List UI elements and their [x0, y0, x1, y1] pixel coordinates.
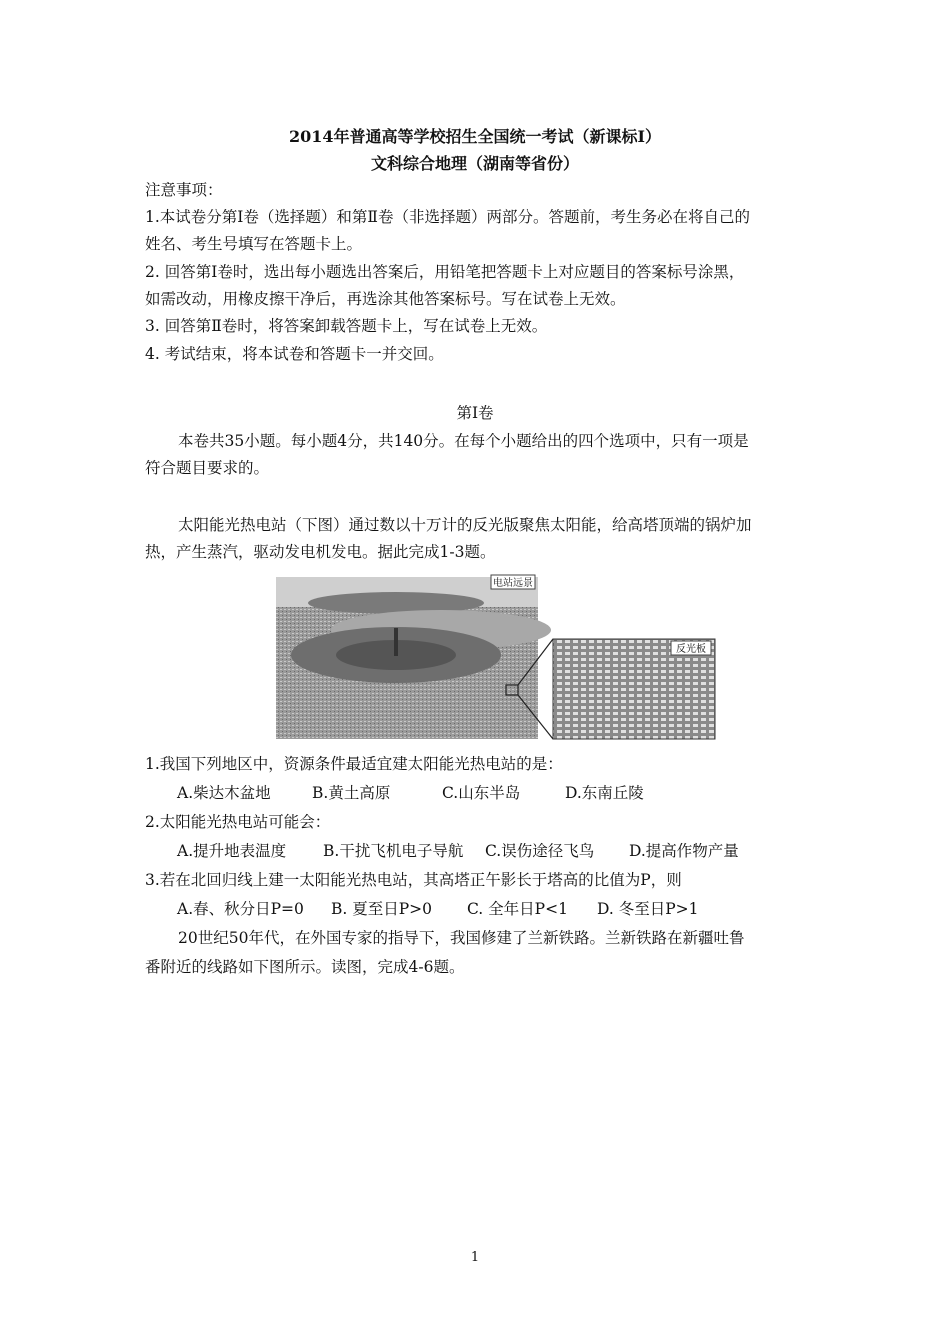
q3-option-b[interactable]: B. 夏至日P>0 — [331, 900, 433, 918]
q2-option-d[interactable]: D.提高作物产量 — [629, 842, 739, 860]
notice-item-3: 3. 回答第Ⅱ卷时，将答案卸载答题卡上，写在试卷上无效。 — [145, 317, 548, 335]
question-1-stem: 1.我国下列地区中，资源条件最适宜建太阳能光热电站的是： — [145, 755, 563, 773]
passage-1-cont: 热，产生蒸汽，驱动发电机发电。据此完成1-3题。 — [145, 543, 496, 561]
exam-title: 2014年普通高等学校招生全国统一考试（新课标Ⅰ） — [288, 127, 662, 146]
q1-option-a[interactable]: A.柴达木盆地 — [177, 784, 271, 802]
notice-item-2: 2. 回答第Ⅰ卷时，选出每小题选出答案后，用铅笔把答题卡上对应题目的答案标号涂黑， — [145, 263, 745, 281]
q1-option-b[interactable]: B.黄土高原 — [312, 784, 391, 802]
question-3-stem: 3.若在北回归线上建一太阳能光热电站，其高塔正午影长于塔高的比值为P，则 — [145, 871, 682, 889]
question-2-stem: 2.太阳能光热电站可能会： — [145, 813, 331, 831]
label-far-view: 电站远景 — [493, 578, 533, 589]
exam-subtitle: 文科综合地理（湖南等省份） — [370, 154, 579, 173]
passage-1: 太阳能光热电站（下图）通过数以十万计的反光版聚焦太阳能，给高塔顶端的锅炉加 — [178, 516, 752, 534]
notice-item-2-cont: 如需改动，用橡皮擦干净后，再选涂其他答案标号。写在试卷上无效。 — [145, 290, 626, 308]
q3-option-c[interactable]: C. 全年日P<1 — [467, 900, 568, 918]
solar-plant-illustration — [276, 573, 716, 743]
q3-option-a[interactable]: A.春、秋分日P=0 — [177, 900, 304, 918]
notice-heading: 注意事项： — [145, 181, 223, 199]
label-mirror: 反光板 — [676, 644, 706, 655]
section-intro-cont: 符合题目要求的。 — [145, 459, 270, 477]
q2-option-c[interactable]: C.误伤途径飞鸟 — [485, 842, 595, 860]
notice-item-1-cont: 姓名、考生号填写在答题卡上。 — [145, 235, 363, 253]
q1-option-c[interactable]: C.山东半岛 — [442, 784, 521, 802]
page-number: 1 — [470, 1250, 480, 1265]
q2-option-b[interactable]: B.干扰飞机电子导航 — [323, 842, 464, 860]
q1-option-d[interactable]: D.东南丘陵 — [565, 784, 644, 802]
passage-2-cont: 番附近的线路如下图所示。读图，完成4-6题。 — [145, 958, 465, 976]
solar-plant-figure — [276, 573, 716, 743]
section-intro: 本卷共35小题。每小题4分，共140分。在每个小题给出的四个选项中，只有一项是 — [178, 432, 749, 450]
section-heading: 第Ⅰ卷 — [456, 404, 494, 422]
notice-item-4: 4. 考试结束，将本试卷和答题卡一并交回。 — [145, 345, 444, 363]
q3-option-d[interactable]: D. 冬至日P>1 — [597, 900, 699, 918]
q2-option-a[interactable]: A.提升地表温度 — [177, 842, 287, 860]
passage-2: 20世纪50年代，在外国专家的指导下，我国修建了兰新铁路。兰新铁路在新疆吐鲁 — [178, 929, 745, 947]
notice-item-1: 1.本试卷分第Ⅰ卷（选择题）和第Ⅱ卷（非选择题）两部分。答题前，考生务必在将自己的 — [145, 208, 750, 226]
